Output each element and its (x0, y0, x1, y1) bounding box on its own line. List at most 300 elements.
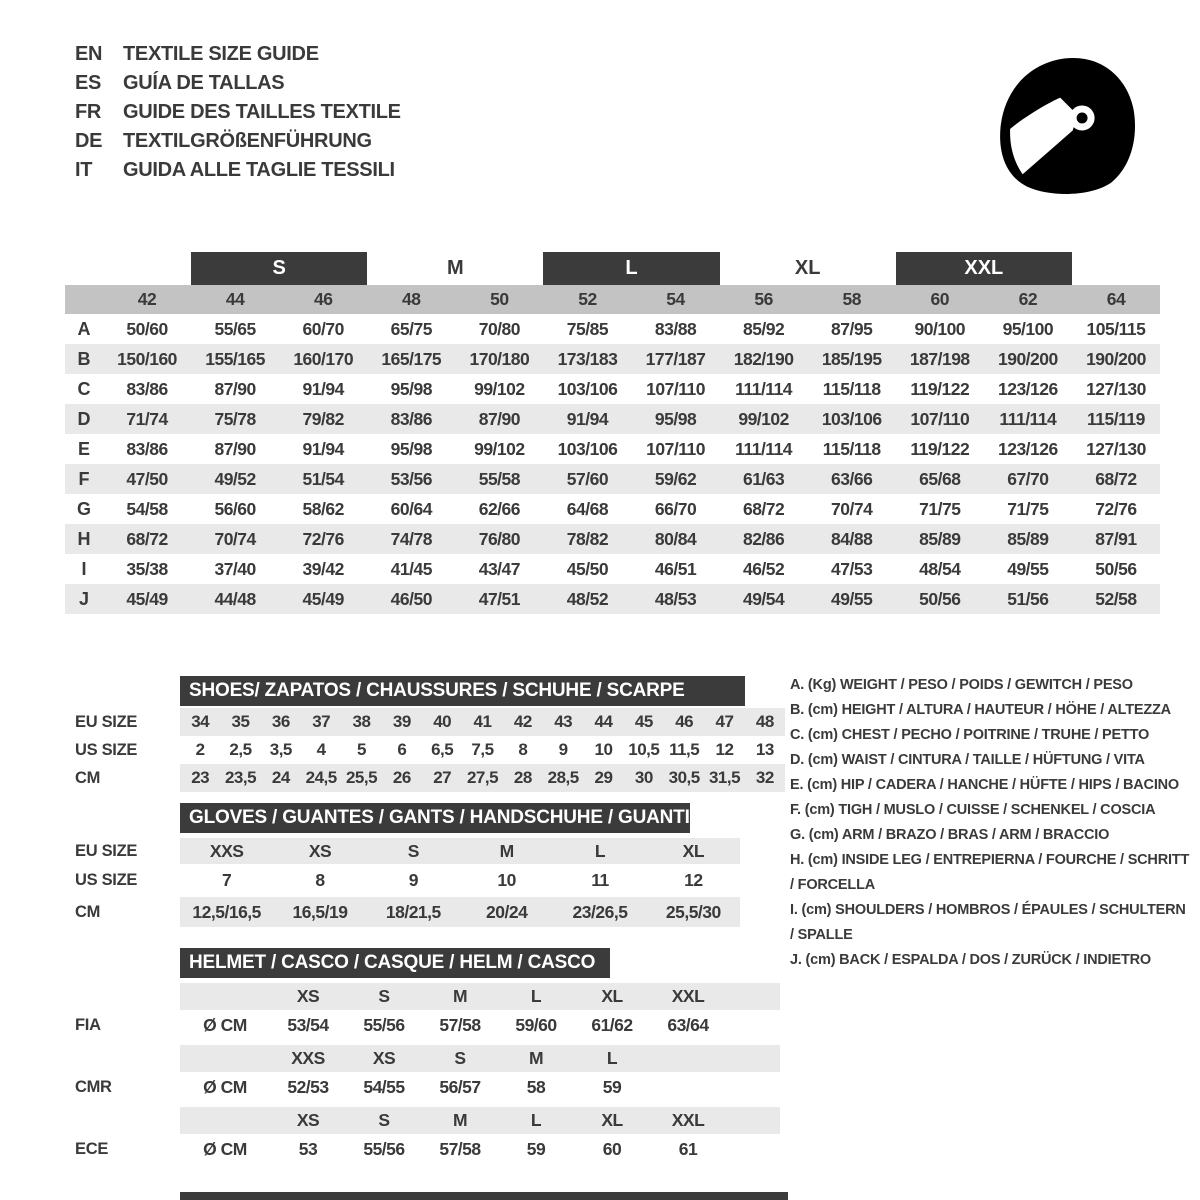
size-value-cell: 190/200 (1086, 348, 1146, 369)
helmet-size-cell (650, 1045, 726, 1072)
language-row (75, 127, 401, 156)
size-value-cell: 47/50 (126, 468, 168, 489)
size-value-cell: 55/58 (478, 468, 521, 489)
numeric-size-cell: 48 (402, 289, 421, 309)
diameter-unit-cell: Ø CM (203, 1014, 247, 1035)
row-label (65, 983, 180, 1010)
size-value-cell: 107/110 (646, 378, 705, 399)
gloves-value-cell: 25,5/30 (665, 901, 721, 922)
size-value-cell: 50/60 (126, 318, 168, 339)
size-value-cell: 190/200 (997, 348, 1058, 369)
gloves-section-header: GLOVES / GUANTES / GANTS / HANDSCHUHE / GUANTI (180, 803, 690, 833)
size-value-cell: 87/90 (214, 438, 256, 459)
size-value-cell: 83/88 (654, 318, 697, 339)
helmet-section-header: HELMET / CASCO / CASQUE / HELM / CASCO (180, 948, 610, 978)
helmet-value-cell (650, 1072, 726, 1102)
helmet-value-cell: 58 (526, 1076, 546, 1097)
size-label-l: L (543, 252, 719, 285)
legend-item: F. (cm) TIGH / MUSLO / CUISSE / SCHENKEL / COSCIA (790, 802, 1156, 818)
helmet-values-row (65, 1010, 780, 1040)
shoes-value-cell: 11,5 (669, 740, 700, 759)
size-value-cell: 50/56 (1095, 558, 1137, 579)
gloves-value-cell: XS (308, 840, 332, 861)
numeric-size-cell: 58 (842, 289, 861, 309)
size-value-cell: 46/50 (390, 588, 432, 609)
language-code: DE (75, 130, 103, 152)
gloves-value-cell: M (499, 840, 514, 861)
helmet-sizes-row (65, 983, 780, 1010)
shoes-value-cell: 30 (634, 768, 653, 787)
gloves-value-cell: XL (682, 840, 705, 861)
size-value-cell: 103/106 (821, 408, 882, 429)
size-value-cell: 46/52 (742, 558, 785, 579)
size-value-cell: 84/88 (831, 528, 873, 549)
size-value-cell: 85/89 (919, 528, 961, 549)
gloves-row (65, 838, 740, 864)
size-value-cell: 68/72 (742, 498, 785, 519)
size-value-cell: 51/56 (1007, 588, 1049, 609)
helmet-size-cell: S (454, 1048, 466, 1068)
size-value-cell: 70/80 (478, 318, 521, 339)
shoes-value-cell: 42 (513, 712, 532, 731)
numeric-size-cell: 56 (754, 289, 773, 309)
row-letter: I (81, 558, 87, 579)
legend-item: I. (cm) SHOULDERS / HOMBROS / ÉPAULES / SCHULTERN / SPALLE (790, 902, 1186, 943)
shoes-value-cell: 3,5 (269, 740, 292, 759)
helmet-value-cell: 52/53 (287, 1076, 329, 1097)
size-value-cell: 43/47 (478, 558, 521, 579)
helmet-value-cell: 61 (678, 1138, 698, 1159)
shoes-value-cell: 24 (271, 768, 290, 787)
numeric-size-cell: 62 (1018, 289, 1038, 309)
size-label-xxl: XXL (896, 252, 1072, 285)
size-value-cell: 119/122 (910, 438, 970, 459)
size-value-cell: 67/70 (1007, 468, 1049, 489)
shoes-value-cell: 48 (755, 712, 774, 731)
size-value-cell: 115/119 (1087, 408, 1145, 429)
size-value-cell: 111/114 (735, 438, 793, 459)
shoes-value-cell: 23,5 (224, 768, 257, 787)
corner-cell (65, 285, 103, 314)
size-value-cell: 60/70 (302, 318, 344, 339)
helmet-value-cell: 57/58 (439, 1138, 481, 1159)
size-value-cell: 177/187 (645, 348, 706, 369)
helmet-value-cell: 57/58 (439, 1014, 481, 1035)
size-value-cell: 79/82 (302, 408, 344, 429)
size-value-cell: 61/63 (742, 468, 785, 489)
measurement-legend (790, 673, 1190, 973)
size-value-cell: 150/160 (117, 348, 177, 369)
numeric-size-cell: 44 (225, 289, 245, 309)
table-row-i (65, 554, 1160, 584)
gloves-band (180, 864, 740, 897)
shoes-section-header: SHOES/ ZAPATOS / CHAUSSURES / SCHUHE / SCARPE (180, 676, 745, 706)
language-title-list (75, 40, 401, 185)
row-letter: D (77, 408, 91, 429)
helmet-sizes-band (180, 1045, 780, 1072)
row-letter: B (77, 348, 91, 369)
gloves-value-cell: 20/24 (486, 901, 528, 922)
language-code: FR (75, 101, 102, 123)
standard-label-fia: FIA (75, 1015, 101, 1034)
shoes-value-cell: 44 (594, 712, 613, 731)
size-value-cell: 80/84 (654, 528, 697, 549)
measurement-rows (65, 314, 1160, 614)
table-row-f (65, 464, 1160, 494)
helmet-size-cell: S (378, 1110, 390, 1130)
gloves-band (180, 897, 740, 927)
size-value-cell: 91/94 (566, 408, 609, 429)
helmet-size-cell: L (606, 1048, 618, 1068)
helmet-size-cell: L (530, 986, 542, 1006)
language-code: IT (75, 159, 93, 181)
helmet-size-cell: XXS (291, 1048, 325, 1068)
size-value-cell: 95/98 (654, 408, 697, 429)
size-value-cell: 111/114 (999, 408, 1057, 429)
size-value-cell: 49/52 (214, 468, 256, 489)
shoes-value-cell: 45 (634, 712, 653, 731)
table-row-c (65, 374, 1160, 404)
size-value-cell: 65/75 (390, 318, 432, 339)
numeric-size-cell: 46 (313, 289, 333, 309)
size-value-cell: 71/74 (126, 408, 168, 429)
size-value-cell: 90/100 (914, 318, 966, 339)
shoes-value-cell: 29 (594, 768, 613, 787)
row-label (65, 1107, 180, 1134)
helmet-value-cell: 59 (602, 1076, 622, 1097)
row-label: US SIZE (75, 871, 138, 889)
gloves-row (65, 864, 740, 897)
size-value-cell: 62/66 (478, 498, 521, 519)
numeric-size-cell: 60 (930, 289, 950, 309)
size-value-cell: 87/95 (831, 318, 873, 339)
size-value-cell: 49/54 (742, 588, 785, 609)
row-letter: H (77, 528, 91, 549)
shoes-value-cell: 41 (473, 712, 492, 731)
size-value-cell: 123/126 (997, 378, 1058, 399)
size-value-cell: 91/94 (302, 438, 344, 459)
size-value-cell: 119/122 (910, 378, 970, 399)
numeric-size-cell: 50 (490, 289, 509, 309)
helmet-size-cell: XL (601, 986, 623, 1006)
row-label: EU SIZE (75, 841, 138, 860)
size-value-cell: 111/114 (735, 378, 793, 399)
size-value-cell: 75/85 (566, 318, 609, 339)
language-row (75, 69, 401, 98)
size-value-cell: 85/89 (1007, 528, 1049, 549)
size-value-cell: 45/49 (302, 588, 344, 609)
size-value-cell: 99/102 (474, 438, 525, 459)
shoes-value-cell: 28 (513, 768, 532, 787)
helmet-values-band (180, 1010, 780, 1040)
shoes-value-cell: 27 (433, 768, 452, 787)
shoes-value-cell: 12 (715, 740, 734, 759)
shoes-value-cell: 2 (195, 740, 205, 759)
size-value-cell: 72/76 (1095, 498, 1137, 519)
table-row-b (65, 344, 1160, 374)
size-value-cell: 70/74 (214, 528, 256, 549)
shoes-row (65, 708, 785, 736)
language-title: TEXTILGRÖßENFÜHRUNG (123, 130, 372, 152)
shoes-value-cell: 43 (554, 712, 573, 731)
shoes-value-cell: 2,5 (229, 740, 252, 759)
gloves-value-cell: 7 (222, 870, 232, 890)
shoes-value-cell: 38 (352, 712, 371, 731)
size-value-cell: 55/65 (214, 318, 256, 339)
size-value-cell: 37/40 (214, 558, 256, 579)
gloves-value-cell: 9 (408, 870, 418, 890)
gloves-value-cell: 12 (684, 870, 703, 890)
textile-size-table (65, 252, 1160, 614)
size-value-cell: 165/175 (381, 348, 442, 369)
size-value-cell: 71/75 (919, 498, 961, 519)
size-value-cell: 46/51 (654, 558, 697, 579)
row-label: CM (75, 768, 101, 787)
size-value-cell: 76/80 (478, 528, 521, 549)
size-value-cell: 87/90 (214, 378, 256, 399)
shoes-band (180, 708, 785, 736)
size-value-cell: 78/82 (566, 528, 609, 549)
row-letter: E (77, 438, 90, 459)
helmet-sizes-band (180, 983, 780, 1010)
gloves-value-cell: 18/21,5 (385, 901, 441, 922)
size-value-cell: 53/56 (390, 468, 432, 489)
size-value-cell: 115/118 (822, 378, 881, 399)
size-value-cell: 70/74 (831, 498, 873, 519)
shoes-value-cell: 10 (594, 740, 613, 759)
legend-item: E. (cm) HIP / CADERA / HANCHE / HÜFTE / HIPS / BACINO (790, 777, 1179, 793)
size-value-cell: 52/58 (1095, 588, 1137, 609)
helmet-sizes-row (65, 1107, 780, 1134)
size-value-cell: 59/62 (654, 468, 697, 489)
shoes-value-cell: 5 (357, 740, 366, 759)
shoes-row (65, 736, 785, 764)
row-letter: C (77, 378, 91, 399)
helmet-size-cell: XS (296, 986, 320, 1006)
shoes-value-cell: 30,5 (668, 768, 700, 787)
size-value-cell: 95/100 (1002, 318, 1054, 339)
size-value-cell: 74/78 (390, 528, 432, 549)
legend-item: G. (cm) ARM / BRAZO / BRAS / ARM / BRACCIO (790, 827, 1110, 843)
gloves-value-cell: 8 (315, 870, 325, 890)
gloves-size-table (65, 803, 740, 927)
helmet-value-cell: 59 (526, 1138, 546, 1159)
helmet-value-cell: 56/57 (439, 1076, 481, 1097)
helmet-size-cell: XS (372, 1048, 396, 1068)
language-code: ES (75, 72, 102, 94)
helmet-size-cell: XS (296, 1110, 320, 1130)
size-value-cell: 105/115 (1086, 318, 1146, 339)
shoes-value-cell: 6 (397, 740, 407, 759)
size-value-cell: 155/165 (205, 348, 265, 369)
language-title: TEXTILE SIZE GUIDE (123, 43, 319, 65)
size-value-cell: 103/106 (557, 378, 618, 399)
size-value-cell: 49/55 (831, 588, 873, 609)
gloves-value-cell: 12,5/16,5 (192, 901, 261, 922)
unit-cell (180, 983, 270, 1010)
row-letter: F (78, 468, 90, 489)
size-value-cell: 60/64 (390, 498, 432, 519)
numeric-size-cell: 42 (137, 289, 157, 309)
size-value-cell: 44/48 (214, 588, 256, 609)
helmet-value-cell: 61/62 (591, 1014, 633, 1035)
helmet-value-cell: 59/60 (515, 1014, 557, 1035)
shoes-value-cell: 28,5 (547, 768, 579, 787)
size-value-cell: 64/68 (566, 498, 609, 519)
row-label: US SIZE (75, 740, 138, 759)
size-value-cell: 48/52 (566, 588, 609, 609)
shoes-size-table (65, 676, 785, 792)
row-label: CM (75, 902, 101, 921)
size-value-cell: 115/118 (822, 438, 881, 459)
row-label: EU SIZE (75, 712, 138, 731)
size-value-cell: 35/38 (126, 558, 168, 579)
gloves-value-cell: XXS (209, 840, 244, 861)
shoes-value-cell: 36 (271, 712, 290, 731)
size-value-cell: 39/42 (302, 558, 344, 579)
size-value-cell: 82/86 (742, 528, 785, 549)
size-value-cell: 68/72 (1095, 468, 1137, 489)
shoes-value-cell: 35 (231, 712, 250, 731)
size-value-cell: 127/130 (1086, 438, 1146, 459)
size-value-cell: 185/195 (821, 348, 882, 369)
helmet-size-cell: M (452, 986, 468, 1006)
size-value-cell: 75/78 (214, 408, 256, 429)
helmet-values-band (180, 1134, 780, 1164)
helmet-value-cell: 55/56 (363, 1138, 405, 1159)
helmet-value-cell: 53 (298, 1138, 318, 1159)
shoes-row (65, 764, 785, 792)
unit-cell (180, 1045, 270, 1072)
size-value-cell: 56/60 (214, 498, 256, 519)
legend-item: J. (cm) BACK / ESPALDA / DOS / ZURÜCK / INDIETRO (790, 952, 1151, 968)
shoes-value-cell: 39 (392, 712, 411, 731)
shoes-value-cell: 46 (675, 712, 694, 731)
helmet-size-cell: XL (601, 1110, 623, 1130)
size-value-cell: 83/86 (126, 378, 168, 399)
shoes-value-cell: 23 (191, 768, 210, 787)
size-value-cell: 45/50 (566, 558, 609, 579)
size-value-cell: 99/102 (738, 408, 789, 429)
shoes-value-cell: 47 (715, 712, 734, 731)
numeric-size-cell: 64 (1106, 289, 1126, 309)
helmet-sizes-band (180, 1107, 780, 1134)
shoes-value-cell: 8 (518, 740, 528, 759)
language-title: GUÍA DE TALLAS (123, 72, 285, 94)
table-row-a (65, 314, 1160, 344)
shoes-value-cell: 40 (433, 712, 452, 731)
numeric-size-cell: 52 (578, 289, 597, 309)
row-letter: G (76, 498, 91, 519)
size-value-cell: 72/76 (302, 528, 344, 549)
gloves-value-cell: 11 (591, 870, 609, 890)
gloves-value-cell: 23/26,5 (572, 901, 628, 922)
shoes-value-cell: 31,5 (708, 768, 741, 787)
table-row-e (65, 434, 1160, 464)
helmet-value-cell: 63/64 (667, 1014, 709, 1035)
size-value-cell: 87/91 (1095, 528, 1137, 549)
shoes-band (180, 764, 785, 792)
size-value-cell: 47/51 (478, 588, 521, 609)
size-value-cell: 170/180 (469, 348, 530, 369)
helmet-value-cell: 54/55 (363, 1076, 405, 1097)
shoes-value-cell: 13 (755, 740, 774, 759)
helmet-size-cell: XXL (671, 1110, 705, 1130)
legend-item: B. (cm) HEIGHT / ALTURA / HAUTEUR / HÖHE / ALTEZZA (790, 702, 1171, 718)
size-value-cell: 91/94 (302, 378, 344, 399)
helmet-value-cell: 55/56 (363, 1014, 405, 1035)
size-value-cell: 58/62 (302, 498, 344, 519)
shoes-value-cell: 9 (558, 740, 568, 759)
bottom-cropped-bar (180, 1192, 788, 1200)
size-value-cell: 173/183 (557, 348, 618, 369)
legend-item: A. (Kg) WEIGHT / PESO / POIDS / GEWITCH / PESO (790, 677, 1133, 693)
shoes-value-cell: 32 (755, 768, 774, 787)
size-value-cell: 57/60 (566, 468, 609, 489)
size-value-cell: 87/90 (478, 408, 521, 429)
racing-helmet-icon (982, 36, 1154, 214)
size-value-cell: 48/53 (654, 588, 697, 609)
gloves-value-cell: 16,5/19 (292, 901, 348, 922)
helmet-size-cell: M (528, 1048, 544, 1068)
shoes-value-cell: 27,5 (466, 768, 499, 787)
row-letter: A (77, 318, 91, 339)
helmet-values-band (180, 1072, 780, 1102)
gloves-row (65, 897, 740, 927)
language-title: GUIDE DES TAILLES TEXTILE (123, 101, 401, 123)
size-value-cell: 187/198 (909, 348, 970, 369)
diameter-unit-cell: Ø CM (203, 1076, 247, 1097)
size-value-cell: 51/54 (302, 468, 344, 489)
size-label-m: M (446, 257, 464, 279)
size-value-cell: 83/86 (126, 438, 168, 459)
size-value-cell: 107/110 (910, 408, 970, 429)
size-value-cell: 103/106 (557, 438, 618, 459)
gloves-value-cell: L (594, 840, 606, 861)
size-value-cell: 65/68 (919, 468, 961, 489)
legend-item: H. (cm) INSIDE LEG / ENTREPIERNA / FOURCHE / SCHRITT / FORCELLA (790, 852, 1190, 893)
size-value-cell: 107/110 (646, 438, 705, 459)
size-value-cell: 95/98 (390, 438, 432, 459)
language-row (75, 98, 401, 127)
diameter-unit-cell: Ø CM (203, 1138, 247, 1159)
helmet-size-cell: XXL (671, 986, 705, 1006)
shoes-value-cell: 24,5 (305, 768, 337, 787)
helmet-size-cell: S (378, 986, 390, 1006)
size-value-cell: 71/75 (1007, 498, 1049, 519)
helmet-size-cell: M (452, 1110, 468, 1130)
shoes-value-cell: 4 (316, 740, 326, 759)
table-row-j (65, 584, 1160, 614)
language-row (75, 156, 401, 185)
size-value-cell: 99/102 (474, 378, 525, 399)
table-row-h (65, 524, 1160, 554)
shoes-value-cell: 34 (191, 712, 210, 731)
shoes-value-cell: 7,5 (471, 740, 494, 759)
size-value-cell: 68/72 (126, 528, 168, 549)
size-value-cell: 123/126 (997, 438, 1058, 459)
helmet-size-cell: L (530, 1110, 542, 1130)
shoes-value-cell: 25,5 (345, 768, 378, 787)
helmet-value-cell: 60 (602, 1138, 622, 1159)
shoes-value-cell: 26 (392, 768, 411, 787)
row-label (65, 1045, 180, 1072)
gloves-value-cell: S (407, 840, 419, 861)
row-letter: J (78, 588, 89, 609)
shoes-band (180, 736, 785, 764)
legend-item: C. (cm) CHEST / PECHO / POITRINE / TRUHE / PETTO (790, 727, 1150, 743)
shoes-value-cell: 6,5 (431, 740, 454, 759)
